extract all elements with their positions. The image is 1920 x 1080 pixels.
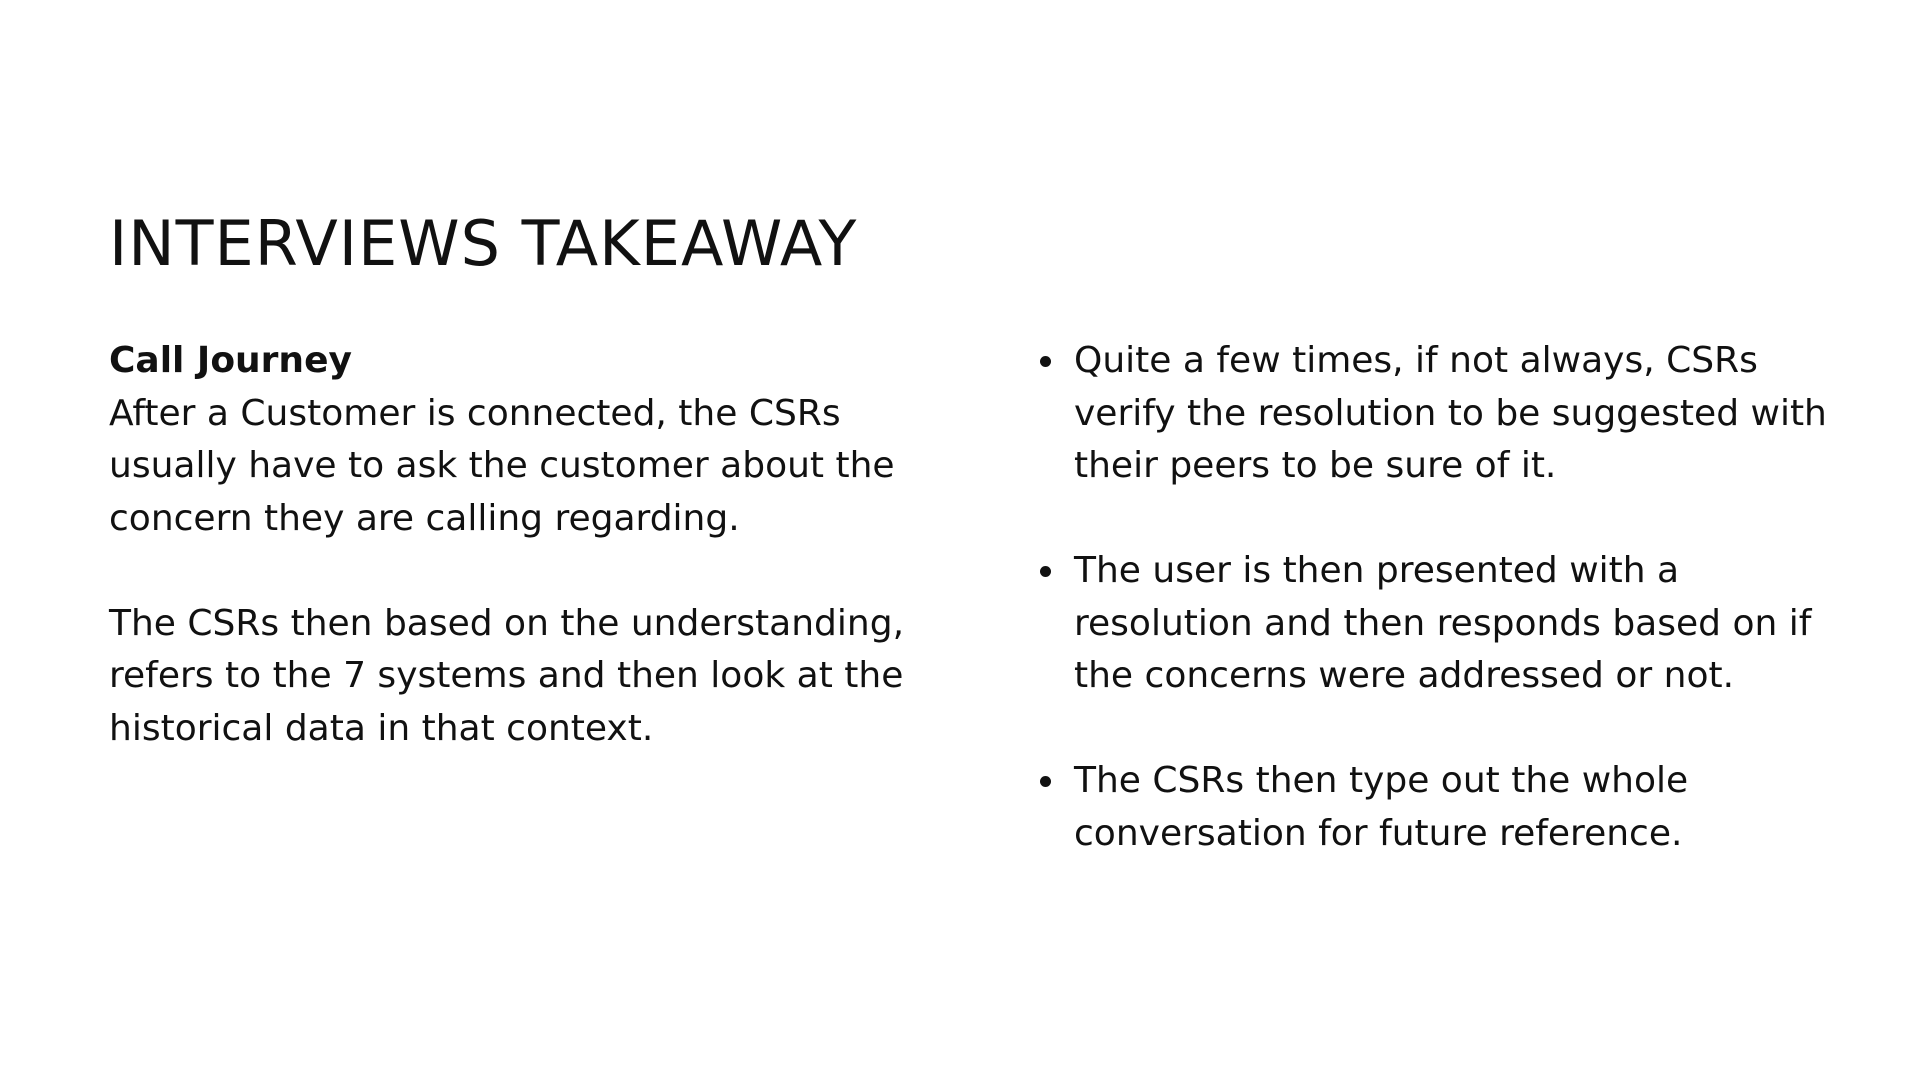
paragraph-spacer — [109, 545, 939, 598]
bullet-text: The user is then presented with a resolution and then responds based on if the concerns were addressed or not. — [1074, 550, 1812, 696]
left-column — [109, 335, 939, 755]
slide-title: INTERVIEWS TAKEAWAY — [109, 207, 858, 280]
bullet-text: Quite a few times, if not always, CSRs verify the resolution to be suggested with their peers to be sure of it. — [1074, 340, 1827, 486]
bullet-item — [1040, 755, 1840, 860]
bullet-text: The CSRs then type out the whole conversation for future reference. — [1074, 760, 1689, 854]
bullet-list — [1040, 335, 1840, 913]
paragraph: The CSRs then based on the understanding, refers to the 7 systems and then look at the historical data in that context. — [109, 602, 905, 749]
section-subheading: Call Journey — [109, 340, 352, 381]
bullet-item — [1040, 335, 1840, 493]
bullet-dot-icon — [1040, 566, 1051, 577]
bullet-dot-icon — [1040, 356, 1051, 367]
bullet-item — [1040, 545, 1840, 703]
bullet-dot-icon — [1040, 776, 1051, 787]
paragraph: After a Customer is connected, the CSRs usually have to ask the customer about the concern they are calling regarding. — [109, 392, 895, 539]
